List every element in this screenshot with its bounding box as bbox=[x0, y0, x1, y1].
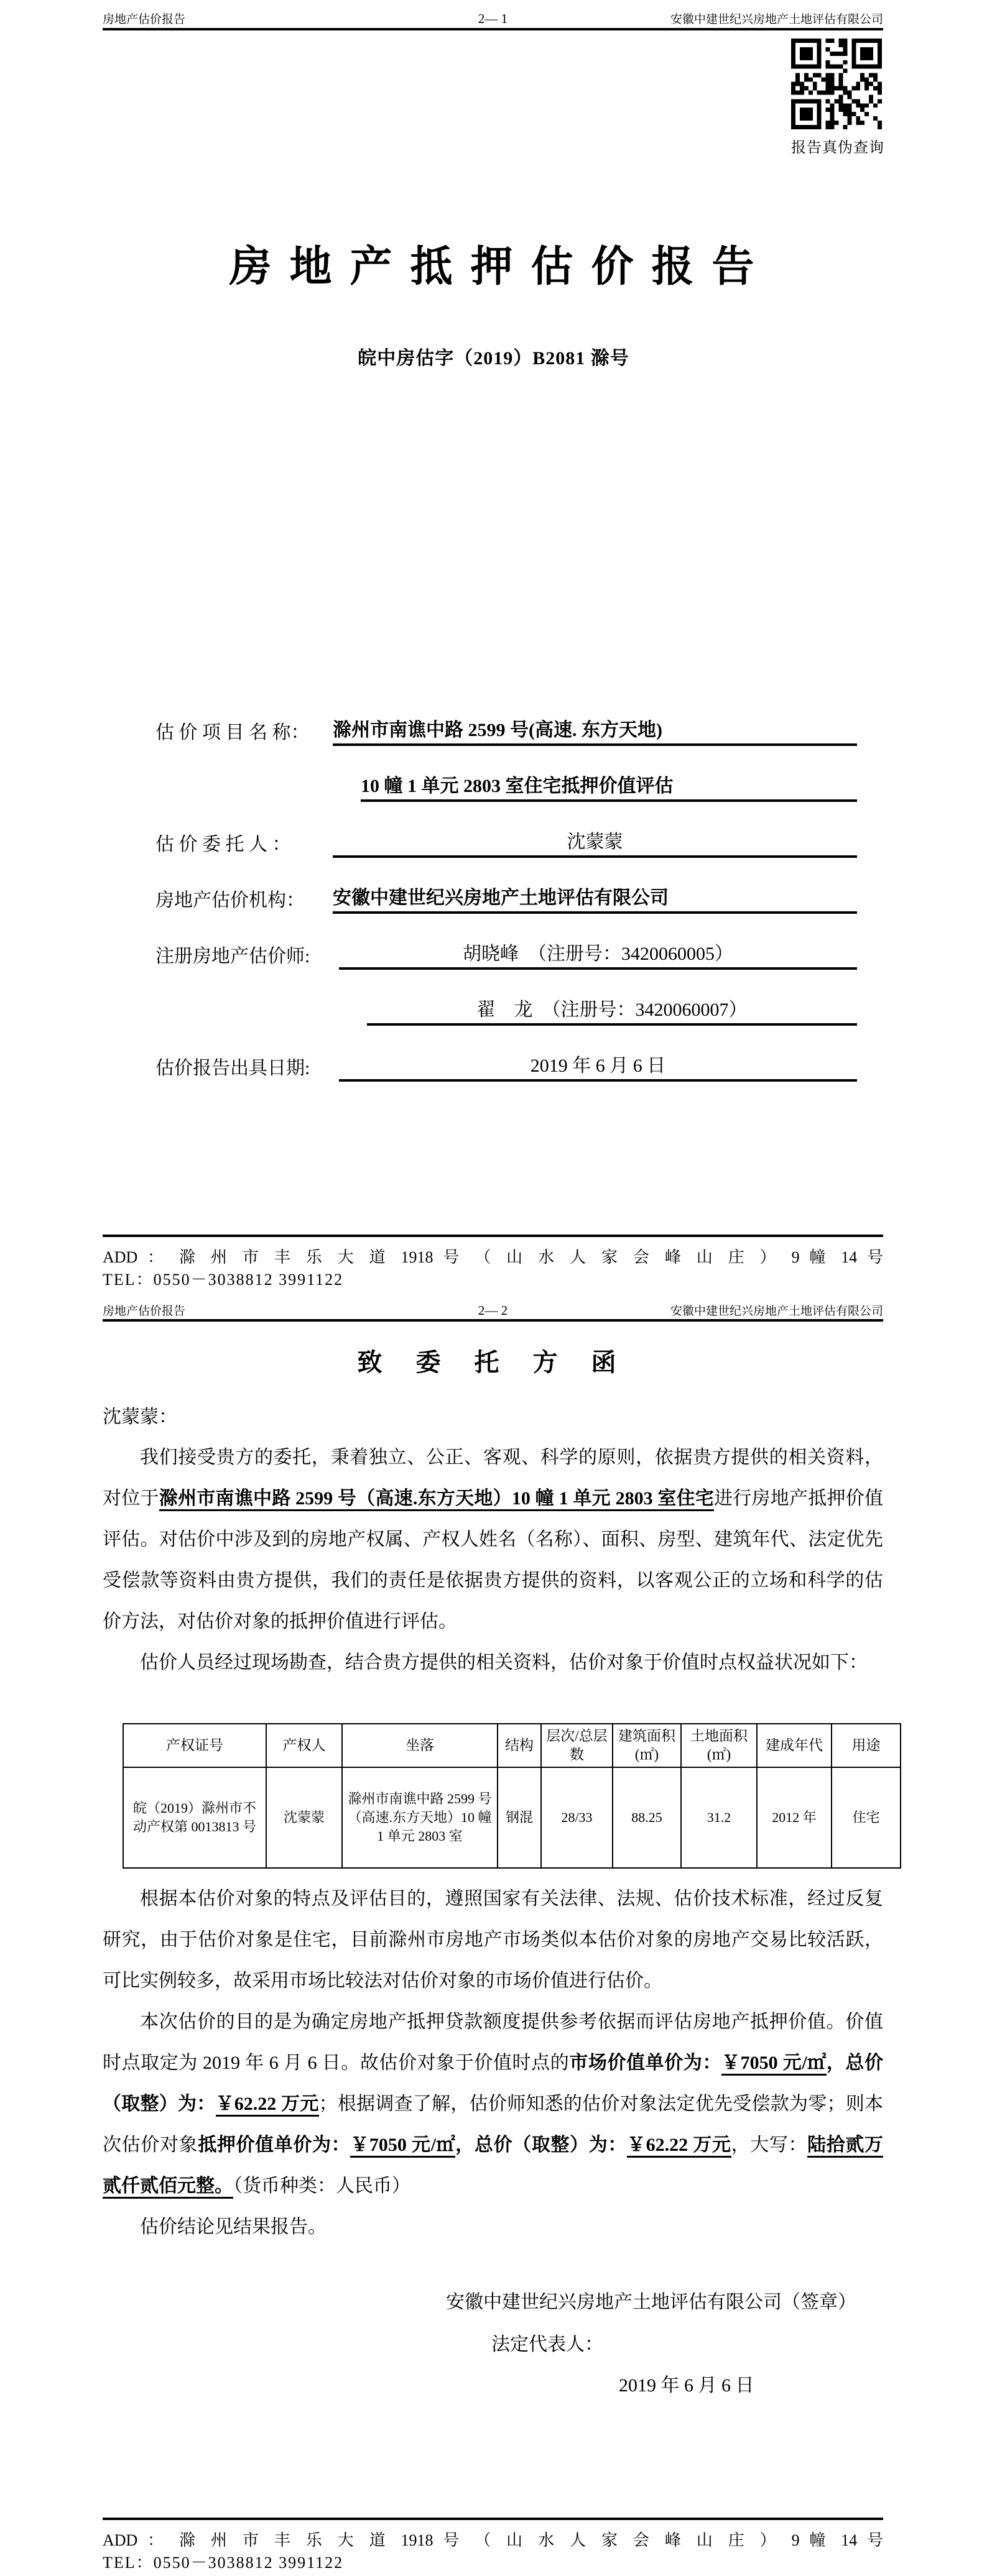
field-value: 翟 龙 （注册号：3420060007） bbox=[367, 994, 857, 1026]
field-value: 沈蒙蒙 bbox=[333, 826, 857, 858]
letter-title: 致 委 托 方 函 bbox=[357, 1348, 630, 1376]
signature-legal-representative: 法定代表人： bbox=[491, 2334, 603, 2355]
field-value: 胡晓峰 （注册号：3420060005） bbox=[339, 938, 857, 970]
field-project-name bbox=[155, 716, 857, 746]
cover-fields bbox=[155, 716, 857, 1108]
qr-block bbox=[791, 39, 882, 157]
signature-company: 安徽中建世纪兴房地产土地评估有限公司（签章） bbox=[446, 2292, 856, 2312]
field-value: 滁州市南谯中路 2599 号(高速. 东方天地) bbox=[333, 714, 857, 746]
page2-header-company: 安徽中建世纪兴房地产土地评估有限公司 bbox=[670, 1305, 883, 1318]
cell-building-area: 88.25 bbox=[613, 1767, 681, 1868]
field-issue-date bbox=[155, 1052, 857, 1082]
page1-header bbox=[103, 10, 883, 27]
col-header-location: 坐落 bbox=[342, 1724, 498, 1767]
field-label: 注册房地产估价师: bbox=[155, 946, 310, 967]
cell-certificate-no: 皖（2019）滁州市不动产权第 0013813 号 bbox=[123, 1767, 266, 1868]
field-value: 安徽中建世纪兴房地产土地评估有限公司 bbox=[333, 882, 857, 914]
report-title: 房 地 产 抵 押 估 价 报 告 bbox=[229, 243, 758, 290]
cell-floor: 28/33 bbox=[541, 1767, 613, 1868]
col-header-certificate-no: 产权证号 bbox=[123, 1724, 266, 1767]
field-agency bbox=[155, 884, 857, 914]
field-appraiser-2 bbox=[155, 996, 857, 1026]
page1-header-company: 安徽中建世纪兴房地产土地评估有限公司 bbox=[670, 13, 883, 26]
cell-year-built: 2012 年 bbox=[757, 1767, 832, 1868]
page2-header-rule bbox=[103, 1319, 883, 1322]
field-label bbox=[155, 800, 361, 802]
page2-page-number: 2— 2 bbox=[478, 1303, 508, 1318]
field-label: 估 价 项 目 名 称： bbox=[155, 722, 310, 743]
page2-footer-address: ADD ： 滁 州 市 丰 乐 大 道 1918 号 （ 山 水 人 家 会 峰 山 庄 ） 9 幢 14 号 bbox=[103, 2531, 883, 2549]
page1-footer-telephone: TEL：0550－3038812 3991122 bbox=[103, 1271, 344, 1289]
field-label: 估 价 委 托 人 ： bbox=[155, 834, 291, 855]
page1-footer-address: ADD ： 滁 州 市 丰 乐 大 道 1918 号 （ 山 水 人 家 会 峰 山 庄 ） 9 幢 14 号 bbox=[103, 1248, 883, 1266]
col-header-floor: 层次/总层数 bbox=[541, 1724, 613, 1767]
col-header-year-built: 建成年代 bbox=[757, 1724, 832, 1767]
col-header-land-area: 土地面积(㎡) bbox=[681, 1724, 757, 1767]
report-document-number: 皖中房估字（2019）B2081 滁号 bbox=[358, 348, 629, 369]
field-value: 10 幢 1 单元 2803 室住宅抵押价值评估 bbox=[361, 770, 857, 802]
cell-use: 住宅 bbox=[832, 1767, 901, 1868]
col-header-owner: 产权人 bbox=[266, 1724, 342, 1767]
table-row bbox=[123, 1767, 901, 1868]
paragraph-survey: 估价人员经过现场勘查，结合贵方提供的相关资料，估价对象于价值时点权益状况如下： bbox=[140, 1652, 868, 1673]
field-project-name-line2 bbox=[155, 772, 857, 802]
paragraph-method: 根据本估价对象的特点及评估目的，遵照国家有关法律、法规、估价技术标准，经过反复研究，由于估价对象是住宅，目前滁州市房地产市场类似本估价对象的房地产交易比较活跃，可比实例较多，故采用市场比较法对估价对象的市场价值进行估价。 bbox=[103, 1888, 883, 1991]
field-client bbox=[155, 828, 857, 858]
cell-land-area: 31.2 bbox=[681, 1767, 757, 1868]
field-label: 估价报告出具日期: bbox=[155, 1058, 310, 1079]
page1-header-doc-type: 房地产估价报告 bbox=[103, 13, 186, 26]
paragraph-conclusion: 估价结论见结果报告。 bbox=[140, 2217, 327, 2237]
field-label: 房地产估价机构： bbox=[155, 890, 305, 911]
page1-header-rule bbox=[103, 28, 883, 30]
qr-code bbox=[791, 39, 882, 129]
page2-footer-telephone: TEL：0550－3038812 3991122 bbox=[103, 2554, 344, 2572]
page1-footer-rule bbox=[103, 1235, 883, 1237]
property-rights-table bbox=[123, 1723, 900, 1869]
paragraph-engagement: 我们接受贵方的委托，秉着独立、公正、客观、科学的原则，依据贵方提供的相关资料，对位于滁州市南谯中路 2599 号（高速.东方天地）10 幢 1 单元 2803 室住宅进行房地产抵押价值评估。对估价中涉及到的房地产权属、产权人姓名（名称）、面积、房型、建筑年代、法定优先受偿款等资料由贵方提供，我们的责任是依据贵方提供的资料，以客观公正的立场和科学的估价方法，对估价对象的抵押价值进行评估。 bbox=[103, 1447, 884, 1632]
letter-body-lower bbox=[103, 1879, 883, 2248]
cell-structure: 钢混 bbox=[498, 1767, 541, 1868]
cell-owner: 沈蒙蒙 bbox=[266, 1767, 342, 1868]
qr-caption: 报告真伪查询 bbox=[791, 140, 884, 156]
page1-page-number: 2— 1 bbox=[478, 11, 508, 26]
table-header-row bbox=[123, 1724, 901, 1767]
page2-header-doc-type: 房地产估价报告 bbox=[103, 1305, 186, 1318]
page2-header bbox=[103, 1302, 883, 1318]
field-label bbox=[155, 1024, 367, 1026]
letter-salutation: 沈蒙蒙： bbox=[103, 1407, 177, 1427]
cell-location: 滁州市南谯中路 2599 号（高速.东方天地）10 幢 1 单元 2803 室 bbox=[342, 1767, 498, 1868]
field-value: 2019 年 6 月 6 日 bbox=[339, 1050, 857, 1082]
signature-date: 2019 年 6 月 6 日 bbox=[619, 2375, 754, 2396]
col-header-structure: 结构 bbox=[498, 1724, 541, 1767]
col-header-use: 用途 bbox=[832, 1724, 901, 1767]
paragraph-valuation-result: 本次估价的目的是为确定房地产抵押贷款额度提供参考依据而评估房地产抵押价值。价值时点取定为 2019 年 6 月 6 日。故估价对象于价值时点的市场价值单价为：￥7050 元/㎡，总价（取整）为：￥62.22 万元；根据调查了解，估价师知悉的估价对象法定优先受偿款为零；则本次估价对象抵押价值单价为：￥7050 元/㎡，总价（取整）为：￥62.22 万元，大写：陆拾贰万贰仟贰佰元整。（货币种类：人民币） bbox=[103, 2002, 883, 2207]
letter-body-upper bbox=[103, 1437, 883, 1683]
col-header-building-area: 建筑面积(㎡) bbox=[613, 1724, 681, 1767]
field-appraiser-1 bbox=[155, 940, 857, 970]
page2-footer-rule bbox=[103, 2518, 883, 2520]
